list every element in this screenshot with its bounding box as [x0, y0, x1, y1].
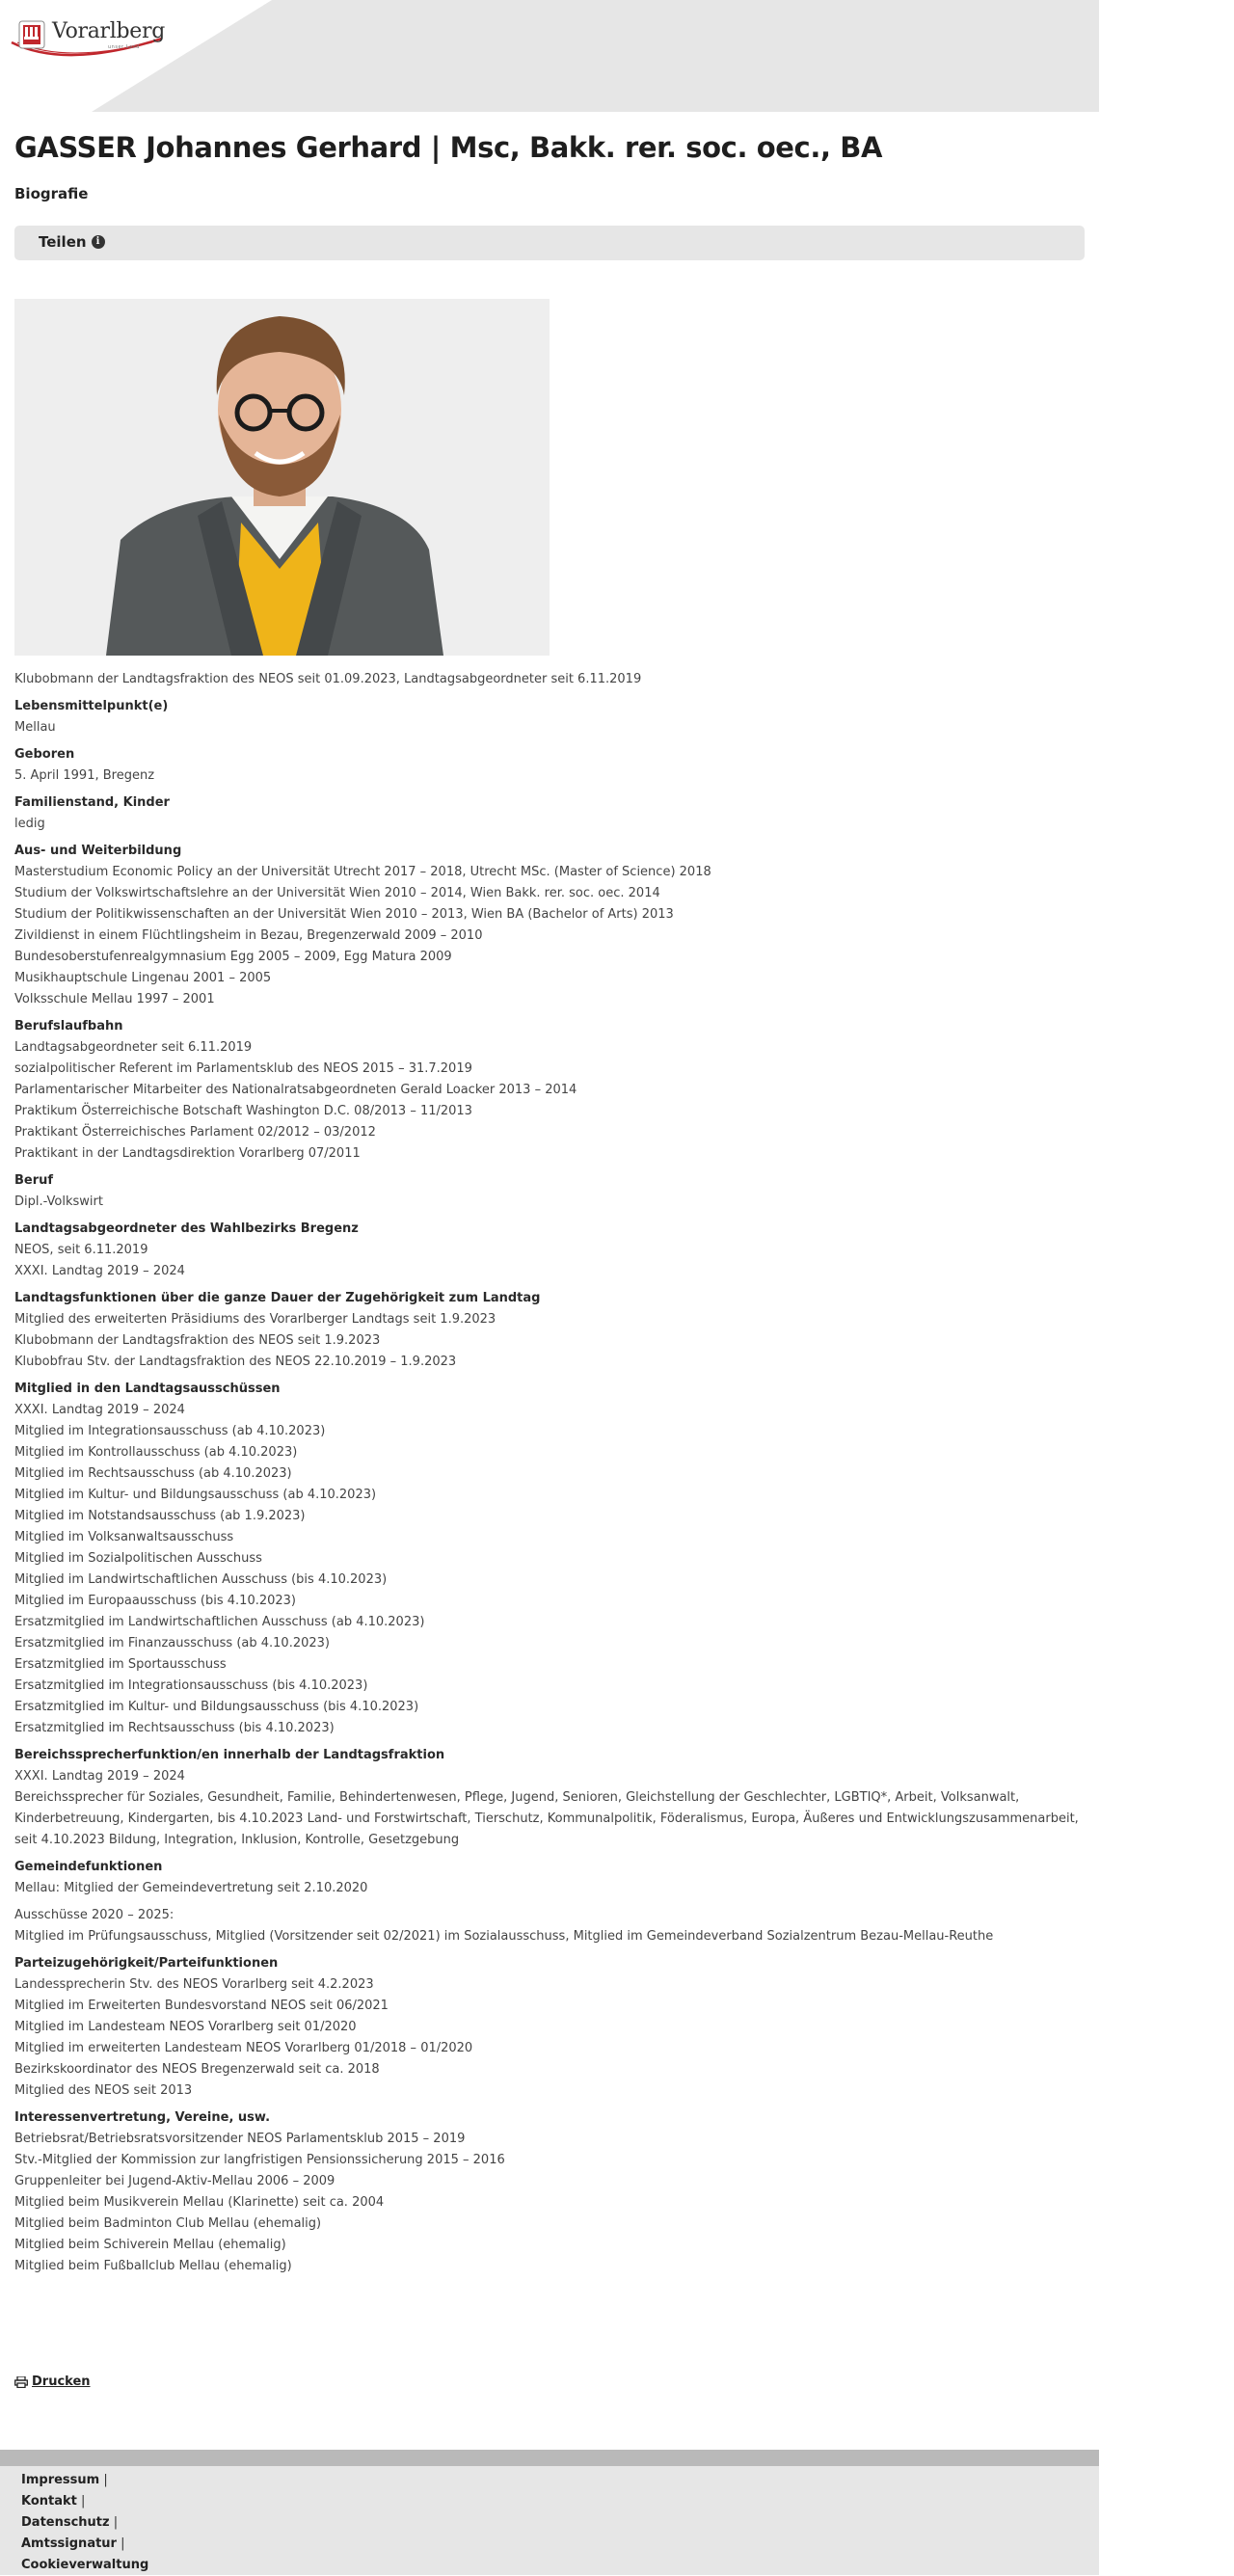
section-line: Mitglied beim Badminton Club Mellau (ehemalig)	[14, 2216, 322, 2231]
section-line: NEOS, seit 6.11.2019	[14, 1243, 148, 1257]
section-line: Praktikant Österreichisches Parlament 02/2012 – 03/2012	[14, 1125, 376, 1140]
section-line: XXXI. Landtag 2019 – 2024	[14, 1769, 185, 1784]
section-line: Mitglied beim Schiverein Mellau (ehemalig)	[14, 2238, 286, 2252]
section-line: Bezirkskoordinator des NEOS Bregenzerwald seit ca. 2018	[14, 2062, 380, 2077]
biography-content	[14, 669, 1085, 2283]
bio-section	[14, 841, 1085, 1010]
section-line: Mitglied im Landwirtschaftlichen Ausschuss (bis 4.10.2023)	[14, 1572, 388, 1587]
section-line: Masterstudium Economic Policy an der Universität Utrecht 2017 – 2018, Utrecht MSc. (Master of Science) 2018	[14, 865, 711, 879]
page-subtitle: Biografie	[14, 185, 89, 202]
footer-separator: |	[81, 2494, 86, 2509]
section-line: Ausschüsse 2020 – 2025:	[14, 1908, 174, 1922]
footer-link-cookieverwaltung[interactable]: Cookieverwaltung	[21, 2558, 149, 2572]
section-line: Mitglied im Notstandsausschuss (ab 1.9.2023)	[14, 1509, 306, 1523]
section-line: Mitglied im Volksanwaltsausschuss	[14, 1530, 234, 1544]
section-line: Ersatzmitglied im Finanzausschuss (ab 4.10.2023)	[14, 1636, 330, 1650]
section-heading: Gemeindefunktionen	[14, 1860, 163, 1874]
section-line: Ersatzmitglied im Sportausschuss	[14, 1657, 227, 1672]
bio-section	[14, 1016, 1085, 1165]
section-line: Ersatzmitglied im Kultur- und Bildungsausschuss (bis 4.10.2023)	[14, 1700, 419, 1714]
section-heading: Geboren	[14, 747, 75, 762]
section-line: Mitglied im Prüfungsausschuss, Mitglied (Vorsitzender seit 02/2021) im Sozialausschuss, Mitglied im Gemeindeverband Sozialzentrum Bezau-Mellau-Reuthe	[14, 1929, 994, 1944]
section-heading: Aus- und Weiterbildung	[14, 844, 182, 858]
vorarlberg-logo[interactable]	[8, 13, 166, 62]
section-heading: Landtagsfunktionen über die ganze Dauer der Zugehörigkeit zum Landtag	[14, 1291, 541, 1305]
print-link[interactable]	[14, 2375, 91, 2389]
section-line: Ersatzmitglied im Landwirtschaftlichen Ausschuss (ab 4.10.2023)	[14, 1615, 425, 1629]
section-line: XXXI. Landtag 2019 – 2024	[14, 1403, 185, 1417]
section-line: Mellau	[14, 720, 56, 735]
section-line: Bereichssprecher für Soziales, Gesundheit, Familie, Behindertenwesen, Pflege, Jugend, Senioren, Gleichstellung der Geschlechter, LGBTIQ*, Arbeit, Volksanwalt, Kinderbetreuung, Kindergarten, bis 4.10.2023 Land- und Forstwirtschaft, Tierschutz, Kommunalpolitik, Föderalismus, Europa, Äußeres und Entwicklungszusammenarbeit, seit 4.10.2023 Bildung, Integration, Inklusion, Kontrolle, Gesetzgebung	[14, 1790, 1079, 1847]
footer-link-impressum[interactable]: Impressum	[21, 2473, 100, 2487]
share-button[interactable]	[39, 233, 105, 251]
section-line: ledig	[14, 817, 45, 831]
logo-text: Vorarlberg	[52, 19, 166, 43]
section-line: Stv.-Mitglied der Kommission zur langfristigen Pensionssicherung 2015 – 2016	[14, 2153, 505, 2167]
footer-link-row	[21, 2512, 148, 2534]
section-line: Dipl.-Volkswirt	[14, 1194, 103, 1209]
section-line: Parlamentarischer Mitarbeiter des Nationalratsabgeordneten Gerald Loacker 2013 – 2014	[14, 1083, 577, 1097]
footer-link-datenschutz[interactable]: Datenschutz	[21, 2515, 110, 2530]
section-line: Musikhauptschule Lingenau 2001 – 2005	[14, 971, 272, 985]
footer-separator: |	[113, 2515, 119, 2530]
section-heading: Familienstand, Kinder	[14, 795, 170, 810]
bio-section	[14, 1288, 1085, 1373]
bio-section	[14, 696, 1085, 738]
section-line: Landessprecherin Stv. des NEOS Vorarlberg seit 4.2.2023	[14, 1977, 374, 1992]
section-line: Ersatzmitglied im Integrationsausschuss (bis 4.10.2023)	[14, 1678, 368, 1693]
bio-section	[14, 2107, 1085, 2277]
section-heading: Beruf	[14, 1173, 54, 1188]
section-line: Praktikum Österreichische Botschaft Washington D.C. 08/2013 – 11/2013	[14, 1104, 472, 1118]
section-line: Mitglied im Kontrollausschuss (ab 4.10.2023)	[14, 1445, 298, 1460]
share-label: Teilen	[39, 233, 87, 251]
section-heading: Parteizugehörigkeit/Parteifunktionen	[14, 1956, 279, 1971]
section-heading: Lebensmittelpunkt(e)	[14, 699, 169, 713]
section-line: Praktikant in der Landtagsdirektion Vorarlberg 07/2011	[14, 1146, 361, 1161]
bio-section	[14, 1745, 1085, 1851]
bio-section	[14, 744, 1085, 787]
info-icon: i	[92, 235, 105, 249]
section-line: Mitglied des erweiterten Präsidiums des Vorarlberger Landtags seit 1.9.2023	[14, 1312, 496, 1327]
section-heading: Landtagsabgeordneter des Wahlbezirks Bregenz	[14, 1221, 359, 1236]
footer-separator: |	[103, 2473, 108, 2487]
section-line: Klubobfrau Stv. der Landtagsfraktion des NEOS 22.10.2019 – 1.9.2023	[14, 1355, 457, 1369]
footer-link-row	[21, 2534, 148, 2555]
section-line: Mitglied im erweiterten Landesteam NEOS Vorarlberg 01/2018 – 01/2020	[14, 2041, 473, 2055]
bio-section	[14, 1857, 1085, 1947]
footer-link-row	[21, 2470, 148, 2491]
section-line: Mitglied im Kultur- und Bildungsausschuss (ab 4.10.2023)	[14, 1488, 377, 1502]
bio-section	[14, 1953, 1085, 2102]
section-line: Mitglied im Landesteam NEOS Vorarlberg seit 01/2020	[14, 2020, 357, 2034]
bio-section	[14, 792, 1085, 835]
bio-section	[14, 1219, 1085, 1282]
section-line: Ersatzmitglied im Rechtsausschuss (bis 4.10.2023)	[14, 1721, 335, 1735]
section-line: Mitglied des NEOS seit 2013	[14, 2083, 193, 2098]
footer-links	[21, 2470, 148, 2576]
footer-link-amtssignatur[interactable]: Amtssignatur	[21, 2536, 117, 2551]
section-heading: Bereichssprecherfunktion/en innerhalb der Landtagsfraktion	[14, 1748, 445, 1762]
section-line: Mitglied beim Fußballclub Mellau (ehemalig)	[14, 2259, 292, 2273]
section-line: Landtagsabgeordneter seit 6.11.2019	[14, 1040, 253, 1055]
site-header	[0, 0, 1099, 112]
footer-bar	[0, 2450, 1099, 2466]
section-line: Mellau: Mitglied der Gemeindevertretung seit 2.10.2020	[14, 1881, 368, 1895]
print-label: Drucken	[32, 2375, 91, 2389]
portrait-image	[14, 299, 550, 656]
section-line: Volksschule Mellau 1997 – 2001	[14, 992, 215, 1006]
printer-icon	[14, 2376, 28, 2388]
page-title: GASSER Johannes Gerhard | Msc, Bakk. rer. soc. oec., BA	[14, 131, 883, 164]
section-line: Mitglied im Sozialpolitischen Ausschuss	[14, 1551, 262, 1566]
section-line: Mitglied beim Musikverein Mellau (Klarinette) seit ca. 2004	[14, 2195, 385, 2210]
section-line: Mitglied im Erweiterten Bundesvorstand NEOS seit 06/2021	[14, 1999, 389, 2013]
section-line: Mitglied im Rechtsausschuss (ab 4.10.2023)	[14, 1466, 292, 1481]
section-heading: Berufslaufbahn	[14, 1019, 123, 1033]
section-line: Betriebsrat/Betriebsratsvorsitzender NEOS Parlamentsklub 2015 – 2019	[14, 2132, 466, 2146]
bio-section	[14, 1379, 1085, 1739]
portrait-photo	[14, 299, 550, 656]
section-heading: Mitglied in den Landtagsausschüssen	[14, 1382, 281, 1396]
biography-intro: Klubobmann der Landtagsfraktion des NEOS seit 01.09.2023, Landtagsabgeordneter seit 6.11.2019	[14, 672, 642, 686]
section-line: Klubobmann der Landtagsfraktion des NEOS seit 1.9.2023	[14, 1333, 381, 1348]
section-line: Mitglied im Europaausschuss (bis 4.10.2023)	[14, 1594, 297, 1608]
site-footer	[0, 2466, 1099, 2575]
section-line: XXXI. Landtag 2019 – 2024	[14, 1264, 185, 1278]
header-white-shape	[0, 0, 1099, 112]
biography-sections	[14, 696, 1085, 2277]
section-line: Gruppenleiter bei Jugend-Aktiv-Mellau 2006 – 2009	[14, 2174, 335, 2188]
bio-section	[14, 1170, 1085, 1213]
section-line: 5. April 1991, Bregenz	[14, 768, 155, 783]
section-line: sozialpolitischer Referent im Parlamentsklub des NEOS 2015 – 31.7.2019	[14, 1061, 472, 1076]
footer-link-row	[21, 2491, 148, 2512]
section-line: Studium der Politikwissenschaften an der Universität Wien 2010 – 2013, Wien BA (Bachelor of Arts) 2013	[14, 907, 674, 922]
section-line: Zivildienst in einem Flüchtlingsheim in Bezau, Bregenzerwald 2009 – 2010	[14, 928, 483, 943]
share-bar	[14, 226, 1085, 260]
section-heading: Interessenvertretung, Vereine, usw.	[14, 2110, 271, 2125]
section-line: Bundesoberstufenrealgymnasium Egg 2005 – 2009, Egg Matura 2009	[14, 950, 452, 964]
footer-link-row	[21, 2555, 148, 2576]
section-line: Studium der Volkswirtschaftslehre an der Universität Wien 2010 – 2014, Wien Bakk. rer. soc. oec. 2014	[14, 886, 660, 900]
footer-link-kontakt[interactable]: Kontakt	[21, 2494, 77, 2509]
footer-separator: |	[121, 2536, 125, 2551]
section-line: Mitglied im Integrationsausschuss (ab 4.10.2023)	[14, 1424, 326, 1438]
logo-subtext: unser Land	[108, 44, 140, 50]
